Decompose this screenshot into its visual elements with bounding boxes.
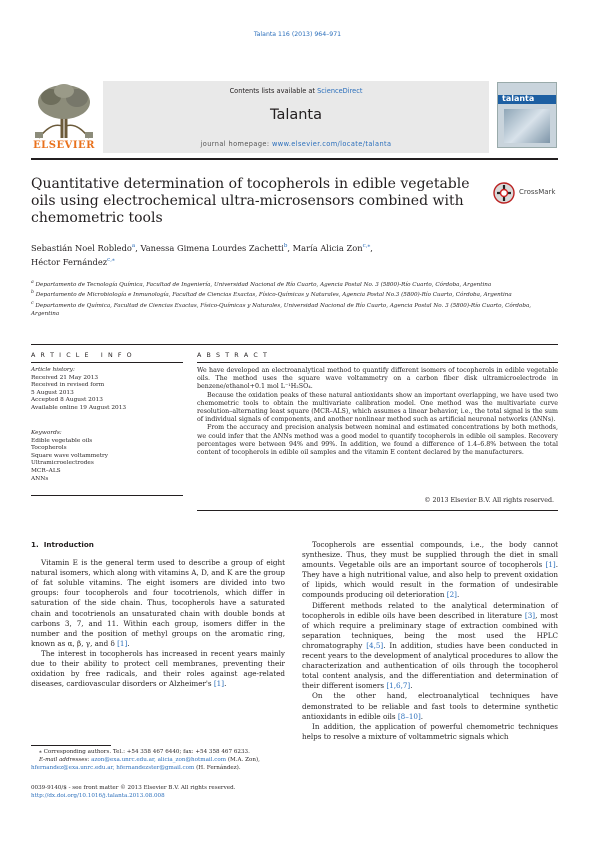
article-history: [31, 367, 183, 413]
abstract-body: [197, 367, 558, 457]
copyright-notice: © 2013 Elsevier B.V. All rights reserved.: [424, 497, 554, 504]
author-3[interactable]: María Alicia Zon$^{c,⁎}$: [292, 242, 371, 253]
article-title: Quantitative determination of tocopherols in edible vegetable oils using electrochemical ultra-microsensors combined with chemometric tools: [31, 176, 470, 226]
sciencedirect-link[interactable]: ScienceDirect: [317, 87, 363, 95]
header-rule: [31, 158, 558, 160]
author-list: Sebastián Noel Robledo$^a$, Vanessa Gimena Lourdes Zachetti$^b$, María Alicia Zon$^{c,⁎}$, Héctor Fernández$^{c,⁎}$: [31, 242, 373, 268]
abstract-bottom-rule: [197, 510, 558, 511]
history-item: Accepted 8 August 2013: [31, 397, 103, 404]
contents-line: [103, 87, 489, 95]
reference-link[interactable]: [1]: [117, 638, 128, 648]
keyword: MCR–ALS: [31, 467, 61, 474]
abstract-paragraph: We have developed an electroanalytical method to quantify different isomers of tocopherols in edible vegetable oils. The method uses the square wave voltammetry on a carbon fiber disk ultramicroelectrode in benzene/ethanol+0.1 mol L⁻¹H₂SO₄.: [197, 367, 558, 391]
issn-doi: [31, 784, 291, 800]
reference-link[interactable]: [1]: [213, 679, 225, 689]
body-paragraph: In addition, the application of powerful chemometric techniques helps to resolve a mixture of voltammetric signals which: [302, 721, 558, 741]
journal-homepage: [103, 140, 489, 148]
keyword: ANNs: [31, 475, 49, 482]
article-info-heading: A R T I C L E I N F O: [31, 352, 134, 359]
reference-link[interactable]: [4,5]: [366, 640, 384, 650]
email-link[interactable]: hfernandez@exa.unrc.edu.ar, hfernandezster@gmail.com: [31, 765, 195, 772]
affiliations: [31, 279, 558, 319]
body-paragraph: Vitamin E is the general term used to describe a group of eight natural isomers, which along with vitamins A, D, and K are the group of fat soluble vitamins. The eight isomers are divided into two groups: four tocopherols and four tocotrienols, which differ in saturation of the side chain. Thus, tocopherols have a saturated chain and tocotrienols an unsaturated chain with double bonds at carbons 3, 7, and 11. Within each group, isomers differ in the number and the position of methyl groups on the aromatic ring, known as α, β, γ, and δ [1].: [31, 558, 285, 648]
history-label: Article history:: [31, 367, 75, 373]
crossmark-badge[interactable]: [493, 181, 563, 205]
corresponding-author-footnote: ⁎ Corresponding authors. Tel.: +54 358 467 6440; fax: +54 358 467 6233. E-mail addresses: azon@exa.unrc.edu.ar, alicia_zon@hotmail.com (M.A. Zon), hfernandez@exa.unrc.edu.ar, hfernandezster@gmail.com (H. Fernández).: [31, 748, 291, 773]
abstract-rule: [197, 362, 558, 363]
author-4[interactable]: Héctor Fernández$^{c,⁎}$: [31, 257, 115, 268]
keyword-list: [31, 430, 183, 483]
reference-link[interactable]: [3]: [524, 610, 536, 620]
homepage-label: journal homepage:: [200, 140, 272, 148]
footnote-rule: [31, 745, 111, 746]
cover-image: [504, 109, 550, 143]
keywords-label: Keywords:: [31, 430, 62, 436]
body-right-column: [302, 540, 558, 742]
homepage-link[interactable]: www.elsevier.com/locate/talanta: [272, 140, 392, 148]
history-item: 5 August 2013: [31, 389, 74, 396]
abstract-paragraph: From the accuracy and precision analysis between nominal and estimated concentrations by both methods, we could infer that the ANNs method was a good model to quantify tocopherols in edible oil samples. Recovery percentages were between 94% and 99%. In addition, we found a difference of 1.4–6.8% between the total content of tocopherols in edible oil samples and the vitamin E content declared by the manufacturers.: [197, 424, 558, 457]
issn-line: 0039-9140/$ - see front matter © 2013 Elsevier B.V. All rights reserved.: [31, 785, 236, 791]
doi-link[interactable]: http://dx.doi.org/10.1016/j.talanta.2013.08.008: [31, 793, 165, 800]
email-label: E-mail addresses:: [39, 757, 92, 764]
contents-prefix: Contents lists available at: [229, 87, 318, 95]
body-paragraph: On the other hand, electroanalytical techniques have demonstrated to be reliable and fast tools to determine synthetic antioxidants in edible oils [8–10].: [302, 691, 558, 721]
keyword: Square wave voltammetry: [31, 452, 109, 459]
affiliation-c: $^c$ Departamento de Química, Facultad de Ciencias Exactas, Físico-Químicas y Naturales, Universidad Nacional de Río Cuarto, Agencia Postal No. 3 (5800)-Río Cuarto, Córdoba, Argentina: [31, 300, 532, 318]
crossmark-label: CrossMark: [519, 188, 556, 196]
author-2[interactable]: Vanessa Gimena Lourdes Zachetti$^b$: [140, 242, 288, 253]
reference-link[interactable]: [1]: [545, 560, 556, 570]
body-paragraph: The interest in tocopherols has increased in recent years mainly due to their ability to protect cell membranes, preventing their oxidation by free radicals, and their roles against age-related diseases, cardiovascular disorders or Alzheimer's [1].: [31, 648, 285, 689]
cover-title: talanta: [502, 94, 535, 103]
section-rule: [31, 344, 558, 345]
email-link[interactable]: azon@exa.unrc.edu.ar, alicia_zon@hotmail.com: [91, 757, 227, 764]
history-item: Available online 19 August 2013: [31, 404, 127, 411]
author-1[interactable]: Sebastián Noel Robledo$^a$: [31, 242, 136, 253]
reference-link[interactable]: [2]: [446, 590, 457, 600]
journal-name: Talanta: [269, 107, 323, 123]
abstract-heading: A B S T R A C T: [197, 352, 269, 359]
affiliation-a: $^a$ Departamento de Tecnología Química, Facultad de Ingeniería, Universidad Nacional de Río Cuarto, Agencia Postal No. 3 (5800)-Río Cuarto, Córdoba, Argentina: [31, 280, 492, 288]
article-info-bottom-rule: [31, 495, 183, 496]
history-item: Received in revised form: [31, 382, 105, 389]
keyword: Ultramicroelectrodes: [31, 460, 94, 467]
article-info-rule: [31, 362, 183, 363]
body-paragraph: Different methods related to the analytical determination of tocopherols in edible oils have been described in literature [3], most of which require a preliminary stage of extraction combined with separation techniques, being the most used the HPLC chromatography [4,5]. In addition, studies have been conducted in recent years to the development of analytical procedures to allow the characterization and authentication of oils through the tocopherol total content analysis, and the differentiation and determination of their different isomers [1,6,7].: [302, 600, 558, 691]
keyword: Tocopherols: [31, 445, 67, 452]
journal-cover-thumbnail: [497, 82, 557, 148]
keyword: Edible vegetable oils: [31, 437, 93, 444]
abstract-paragraph: Because the oxidation peaks of these natural antioxidants show an important overlapping, we have used two chemometric tools to obtain the multivariate calibration model. One method was the multivariate curve resolution–alternating least square (MCR–ALS), which assumes a linear behavior, i.e., the total signal is the sum of individual signals of components, and another nonlinear method such as artificial neuronal networks (ANNs).: [197, 391, 558, 424]
journal-citation[interactable]: Talanta 116 (2013) 964–971: [253, 31, 342, 38]
body-left-column: [31, 540, 285, 689]
elsevier-wordmark: ELSEVIER: [33, 140, 95, 151]
reference-link[interactable]: [1,6,7]: [386, 681, 411, 691]
history-item: Received 21 May 2013: [31, 374, 99, 381]
affiliation-b: $^b$ Departamento de Microbiología e Inmunología, Facultad de Ciencias Exactas, Físico-Químicas y Naturales, Agencia Postal No.3 (5800)-Río Cuarto, Córdoba, Argentina: [31, 290, 512, 299]
corresponding-authors: ⁎ Corresponding authors. Tel.: +54 358 467 6440; fax: +54 358 467 6233.: [39, 749, 250, 755]
introduction-heading: 1. Introduction: [31, 540, 94, 549]
reference-link[interactable]: [8–10]: [397, 711, 421, 721]
body-paragraph: Tocopherols are essential compounds, i.e., the body cannot synthesize. Thus, they must be supplied through the diet in small amounts. Vegetable oils are an important source of tocopherols [1]. They have a high nutritional value, and also help to prevent oxidation of lipids, which would result in the formation of undesirable compounds producing oil deterioration [2].: [302, 540, 558, 600]
